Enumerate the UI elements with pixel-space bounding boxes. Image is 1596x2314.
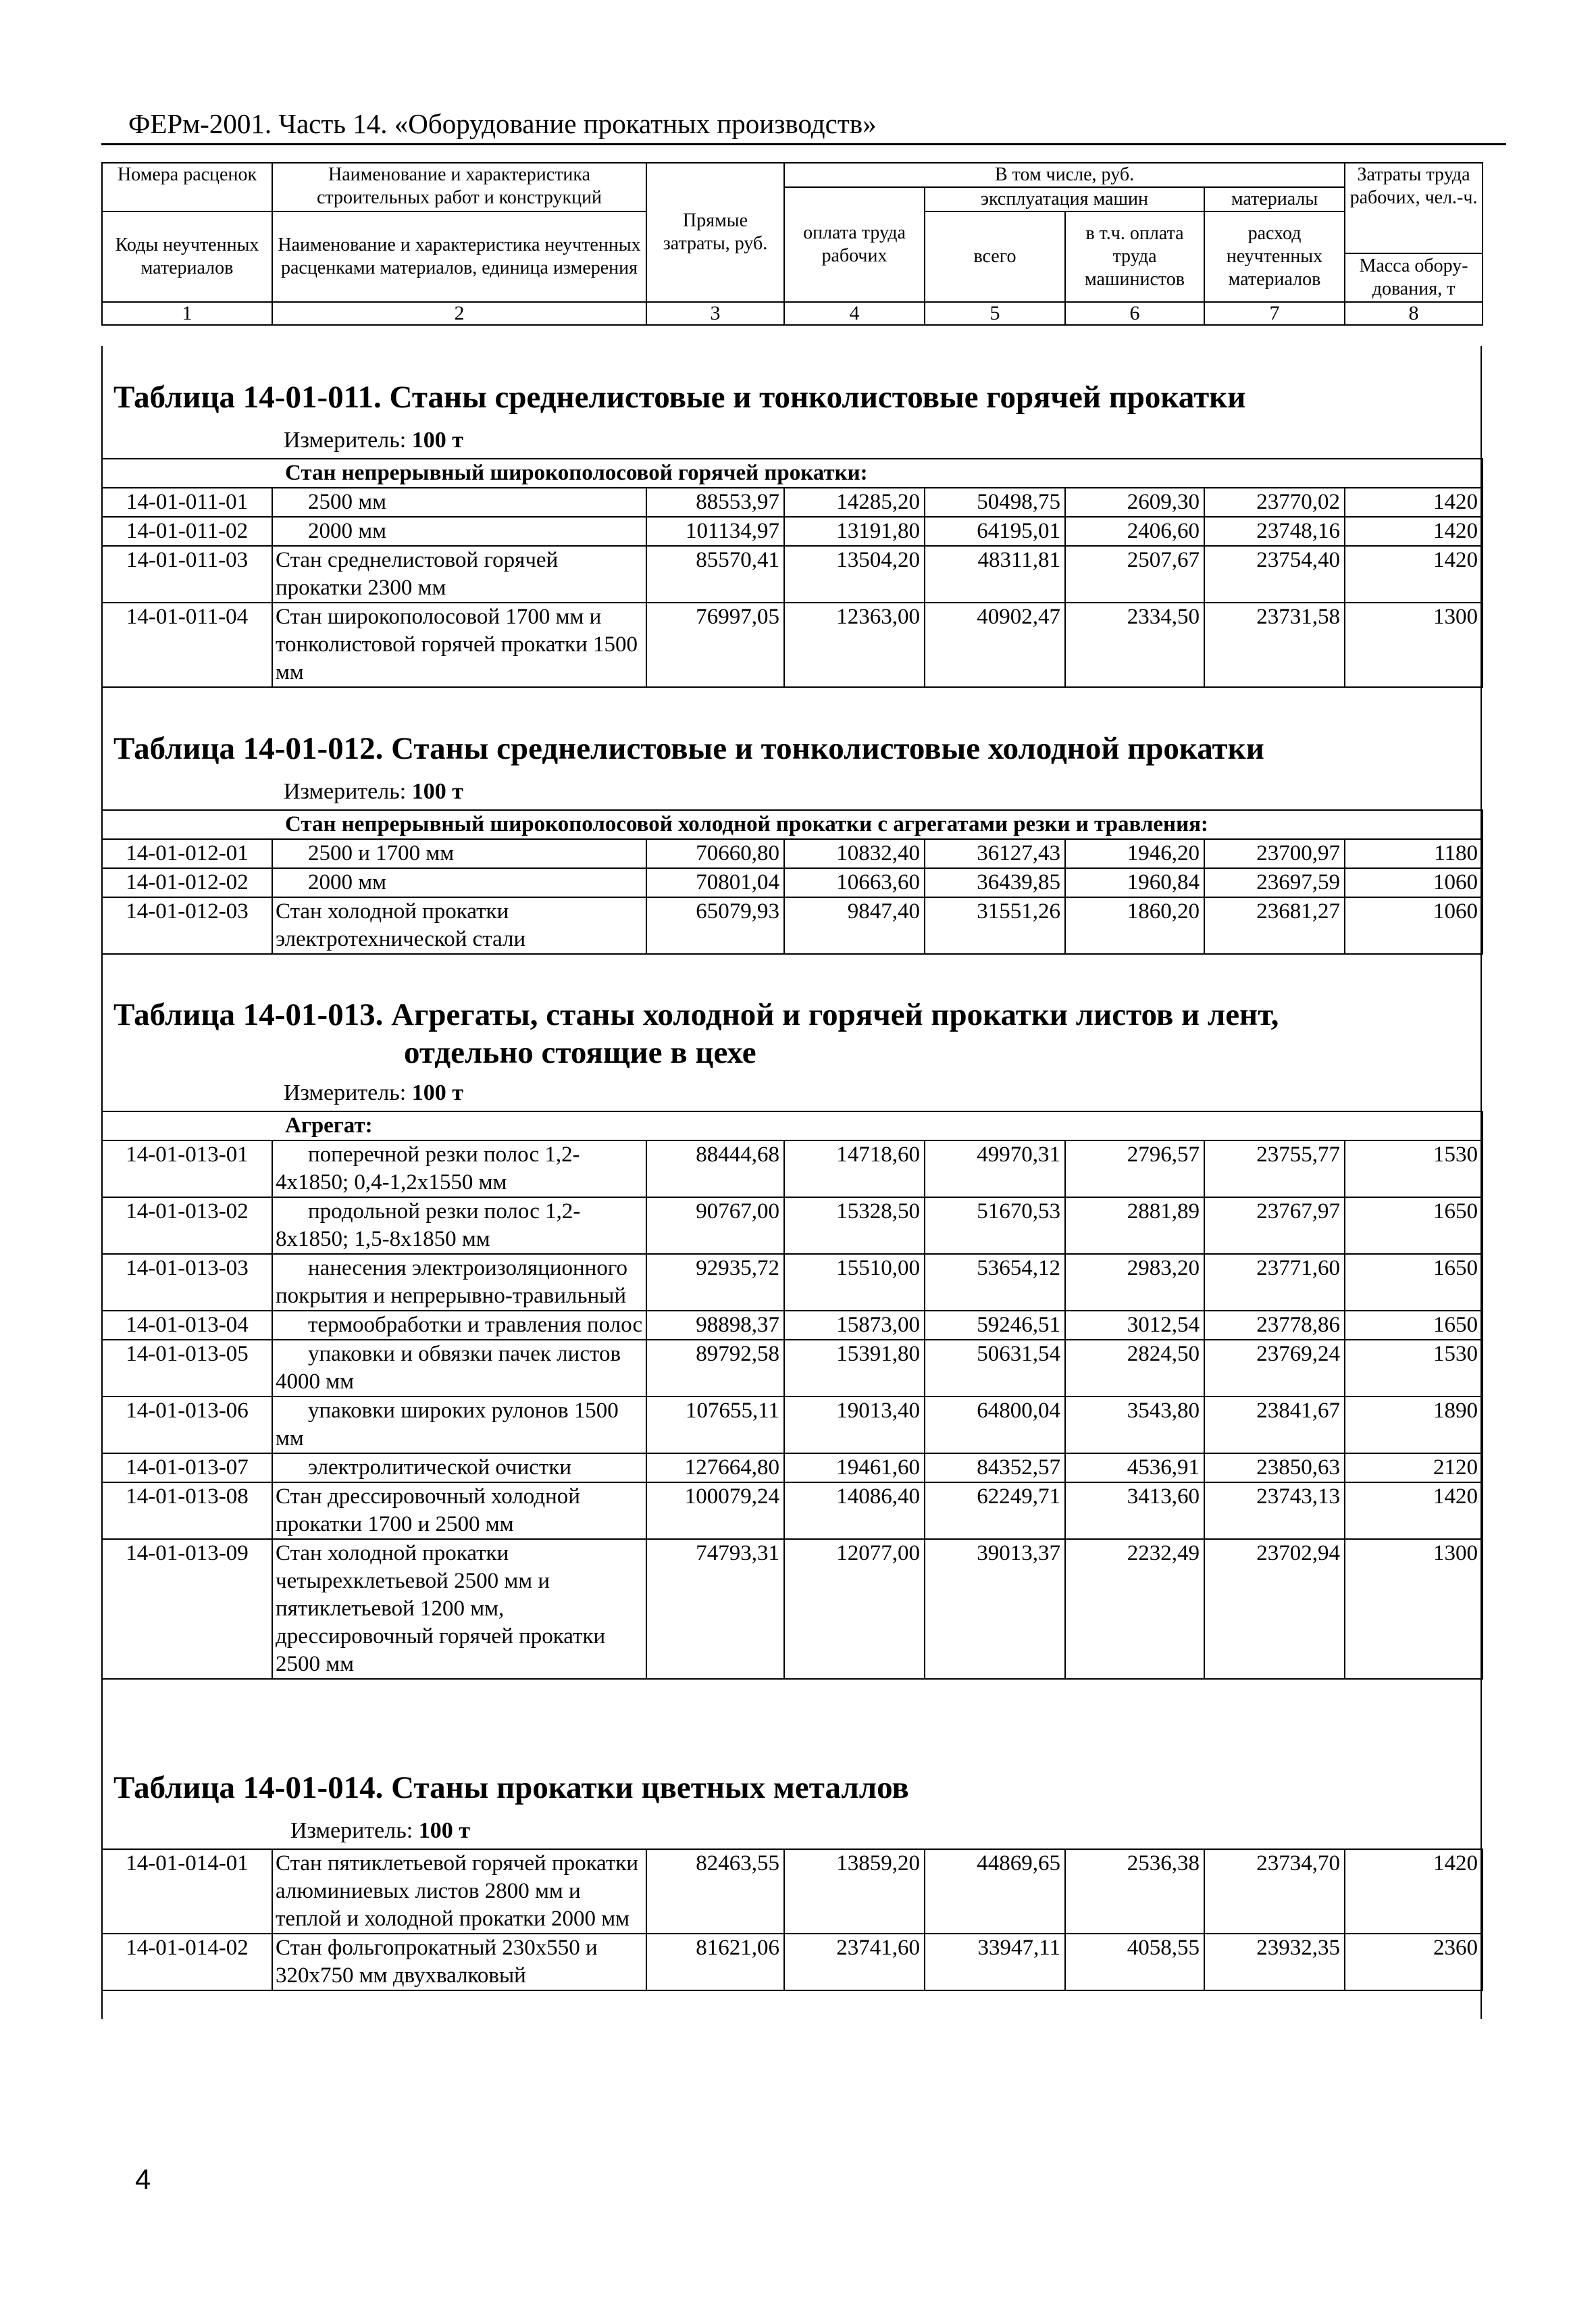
labor-hours-cell: 1650 [1345,1197,1483,1254]
table-row [102,517,1483,546]
work-name-cell: 2500 мм [272,488,646,517]
table-row [102,1254,1483,1311]
header-rule [101,143,1506,145]
operator-cost-cell: 1946,20 [1065,839,1204,868]
labor-cost-cell: 15328,50 [784,1197,925,1254]
material-cost-cell: 23771,60 [1204,1254,1345,1311]
work-name-cell: Стан холодной прокатки электротехнической стали [272,897,646,954]
labor-cost-cell: 12363,00 [784,603,925,687]
work-name-cell: продольной резки полос 1,2-8х1850; 1,5-8х1850 мм [272,1197,646,1254]
machine-cost-cell: 53654,12 [925,1254,1065,1311]
direct-cost-cell: 65079,93 [646,897,784,954]
material-cost-cell: 23932,35 [1204,1934,1345,1990]
material-cost-cell: 23697,59 [1204,868,1345,897]
work-name-cell: поперечной резки полос 1,2-4х1850; 0,4-1,2х1550 мм [272,1140,646,1197]
group-heading: Стан непрерывный широкополосовой холодной прокатки с агрегатами резки и травления: [102,810,1483,839]
labor-hours-cell: 1420 [1345,1482,1483,1539]
group-row [102,1111,1483,1140]
work-name-cell: Стан пятиклетьевой горячей прокатки алюминиевых листов 2800 мм и теплой и холодной прокатки 2000 мм [272,1849,646,1934]
material-cost-cell: 23850,63 [1204,1453,1345,1482]
operator-cost-cell: 1960,84 [1065,868,1204,897]
table-title: Таблица 14-01-014. Станы прокатки цветных металлов [113,1770,909,1805]
machine-cost-cell: 48311,81 [925,546,1065,603]
machine-cost-cell: 36439,85 [925,868,1065,897]
rate-code-cell: 14-01-011-02 [102,517,272,546]
col-mass-header: Масса обору-дования, т [1345,253,1483,302]
material-cost-cell: 23681,27 [1204,897,1345,954]
table-title: Таблица 14-01-012. Станы среднелистовые и тонколистовые холодной прокатки [113,731,1264,766]
rate-table-012 [101,809,1483,955]
rate-table-011 [101,458,1483,688]
rate-code-cell: 14-01-013-06 [102,1397,272,1453]
col-material-use-header: расход неучтенных материалов [1204,211,1345,302]
material-cost-cell: 23755,77 [1204,1140,1345,1197]
labor-hours-cell: 2360 [1345,1934,1483,1990]
direct-cost-cell: 88553,97 [646,488,784,517]
operator-cost-cell: 4536,91 [1065,1453,1204,1482]
unit-value: 100 т [418,1818,470,1843]
unit-line [284,1080,463,1107]
labor-cost-cell: 15873,00 [784,1311,925,1340]
rate-code-cell: 14-01-013-04 [102,1311,272,1340]
group-row [102,459,1483,488]
operator-cost-cell: 2983,20 [1065,1254,1204,1311]
group-heading: Стан непрерывный широкополосовой горячей прокатки: [102,459,1483,488]
labor-cost-cell: 15391,80 [784,1340,925,1397]
group-heading: Агрегат: [102,1111,1483,1140]
table-row [102,1849,1483,1934]
labor-hours-cell: 1420 [1345,517,1483,546]
material-cost-cell: 23778,86 [1204,1311,1345,1340]
rate-code-cell: 14-01-013-09 [102,1539,272,1679]
labor-hours-cell: 1300 [1345,1539,1483,1679]
unit-line [284,427,463,454]
col-hours-header: Затраты труда рабочих, чел.-ч. [1345,163,1483,253]
col-materials-header: материалы [1204,187,1345,211]
machine-cost-cell: 44869,65 [925,1849,1065,1934]
labor-cost-cell: 10663,60 [784,868,925,897]
operator-cost-cell: 1860,20 [1065,897,1204,954]
direct-cost-cell: 98898,37 [646,1311,784,1340]
table-title: Таблица 14-01-013. Агрегаты, станы холодной и горячей прокатки листов и лент, [113,997,1279,1032]
labor-cost-cell: 10832,40 [784,839,925,868]
col-labor-header: оплата труда рабочих [784,187,925,302]
unit-label: Измеритель: [284,779,407,804]
operator-cost-cell: 3012,54 [1065,1311,1204,1340]
labor-cost-cell: 12077,00 [784,1539,925,1679]
col-number: 6 [1065,302,1204,325]
col-machines-total-header: всего [925,211,1065,302]
rate-code-cell: 14-01-013-03 [102,1254,272,1311]
direct-cost-cell: 92935,72 [646,1254,784,1311]
machine-cost-cell: 33947,11 [925,1934,1065,1990]
operator-cost-cell: 4058,55 [1065,1934,1204,1990]
table-row [102,1340,1483,1397]
col-number: 5 [925,302,1065,325]
work-name-cell: Стан широкополосовой 1700 мм и тонколистовой горячей прокатки 1500 мм [272,603,646,687]
machine-cost-cell: 36127,43 [925,839,1065,868]
operator-cost-cell: 2536,38 [1065,1849,1204,1934]
table-row [102,1482,1483,1539]
machine-cost-cell: 51670,53 [925,1197,1065,1254]
col-direct-header: Прямые затраты, руб. [646,163,784,302]
unit-line [284,778,463,805]
table-row [102,1397,1483,1453]
group-row [102,810,1483,839]
table-row [102,1311,1483,1340]
direct-cost-cell: 85570,41 [646,546,784,603]
col-name-subheader: Наименование и характеристика неучтенных расценками материалов, единица измерения [272,211,646,302]
direct-cost-cell: 89792,58 [646,1340,784,1397]
col-number: 8 [1345,302,1483,325]
table-title: Таблица 14-01-011. Станы среднелистовые и тонколистовые горячей прокатки [113,380,1246,415]
direct-cost-cell: 70660,80 [646,839,784,868]
machine-cost-cell: 59246,51 [925,1311,1065,1340]
labor-hours-cell: 2120 [1345,1453,1483,1482]
direct-cost-cell: 70801,04 [646,868,784,897]
labor-cost-cell: 13859,20 [784,1849,925,1934]
direct-cost-cell: 76997,05 [646,603,784,687]
unit-value: 100 т [411,779,463,804]
labor-cost-cell: 13504,20 [784,546,925,603]
labor-cost-cell: 19461,60 [784,1453,925,1482]
rate-code-cell: 14-01-013-02 [102,1197,272,1254]
rate-code-cell: 14-01-013-08 [102,1482,272,1539]
labor-cost-cell: 19013,40 [784,1397,925,1453]
work-name-cell: Стан среднелистовой горячей прокатки 2300 мм [272,546,646,603]
table-row [102,1197,1483,1254]
table-row [102,897,1483,954]
labor-cost-cell: 23741,60 [784,1934,925,1990]
col-number: 2 [272,302,646,325]
labor-cost-cell: 9847,40 [784,897,925,954]
direct-cost-cell: 90767,00 [646,1197,784,1254]
table-row [102,546,1483,603]
machine-cost-cell: 62249,71 [925,1482,1065,1539]
rate-code-cell: 14-01-014-01 [102,1849,272,1934]
rate-code-cell: 14-01-012-02 [102,868,272,897]
machine-cost-cell: 84352,57 [925,1453,1065,1482]
table-row [102,1539,1483,1679]
direct-cost-cell: 82463,55 [646,1849,784,1934]
machine-cost-cell: 31551,26 [925,897,1065,954]
rate-code-cell: 14-01-013-05 [102,1340,272,1397]
table-row [102,603,1483,687]
work-name-cell: упаковки широких рулонов 1500 мм [272,1397,646,1453]
direct-cost-cell: 101134,97 [646,517,784,546]
labor-hours-cell: 1060 [1345,868,1483,897]
labor-hours-cell: 1530 [1345,1140,1483,1197]
page-number: 4 [135,2163,151,2195]
table-row [102,839,1483,868]
operator-cost-cell: 2507,67 [1065,546,1204,603]
machine-cost-cell: 39013,37 [925,1539,1065,1679]
work-name-cell: Стан холодной прокатки четырехклетьевой 2500 мм и пятиклетьевой 1200 мм, дрессировочный горячей прокатки 2500 мм [272,1539,646,1679]
col-name-header: Наименование и характеристика строительных работ и конструкций [272,163,646,211]
operator-cost-cell: 2796,57 [1065,1140,1204,1197]
table-row [102,868,1483,897]
operator-cost-cell: 2334,50 [1065,603,1204,687]
material-cost-cell: 23734,70 [1204,1849,1345,1934]
operator-cost-cell: 3413,60 [1065,1482,1204,1539]
labor-hours-cell: 1530 [1345,1340,1483,1397]
unit-value: 100 т [411,428,463,453]
material-cost-cell: 23769,24 [1204,1340,1345,1397]
work-name-cell: нанесения электроизоляционного покрытия и непрерывно-травильный [272,1254,646,1311]
unit-value: 100 т [411,1080,463,1105]
page-header: ФЕРм-2001. Часть 14. «Оборудование прокатных производств» [128,108,877,139]
machine-cost-cell: 40902,47 [925,603,1065,687]
labor-hours-cell: 1420 [1345,1849,1483,1934]
rate-code-cell: 14-01-012-01 [102,839,272,868]
material-cost-cell: 23754,40 [1204,546,1345,603]
labor-cost-cell: 14718,60 [784,1140,925,1197]
table-row [102,1453,1483,1482]
operator-cost-cell: 2881,89 [1065,1197,1204,1254]
labor-hours-cell: 1890 [1345,1397,1483,1453]
material-cost-cell: 23748,16 [1204,517,1345,546]
unit-line [290,1817,470,1844]
material-cost-cell: 23700,97 [1204,839,1345,868]
work-name-cell: термообработки и травления полос [272,1311,646,1340]
rate-code-cell: 14-01-013-07 [102,1453,272,1482]
material-cost-cell: 23770,02 [1204,488,1345,517]
machine-cost-cell: 64195,01 [925,517,1065,546]
labor-hours-cell: 1300 [1345,603,1483,687]
table-row [102,1140,1483,1197]
table-row [102,1934,1483,1990]
work-name-cell: Стан фольгопрокатный 230х550 и 320х750 мм двухвалковый [272,1934,646,1990]
material-cost-cell: 23841,67 [1204,1397,1345,1453]
rate-code-cell: 14-01-011-01 [102,488,272,517]
unit-label: Измеритель: [284,1080,407,1105]
direct-cost-cell: 127664,80 [646,1453,784,1482]
material-cost-cell: 23743,13 [1204,1482,1345,1539]
machine-cost-cell: 49970,31 [925,1140,1065,1197]
machine-cost-cell: 64800,04 [925,1397,1065,1453]
material-cost-cell: 23702,94 [1204,1539,1345,1679]
unit-label: Измеритель: [284,428,407,453]
col-operators-header: в т.ч. оплата труда машинистов [1065,211,1204,302]
work-name-cell: электролитической очистки [272,1453,646,1482]
machine-cost-cell: 50631,54 [925,1340,1065,1397]
rate-code-cell: 14-01-011-03 [102,546,272,603]
col-number: 3 [646,302,784,325]
direct-cost-cell: 74793,31 [646,1539,784,1679]
labor-hours-cell: 1420 [1345,488,1483,517]
labor-hours-cell: 1650 [1345,1254,1483,1311]
operator-cost-cell: 2232,49 [1065,1539,1204,1679]
col-number: 7 [1204,302,1345,325]
rate-code-cell: 14-01-012-03 [102,897,272,954]
rate-code-cell: 14-01-013-01 [102,1140,272,1197]
col-number: 1 [102,302,272,325]
operator-cost-cell: 3543,80 [1065,1397,1204,1453]
table-row [102,488,1483,517]
labor-hours-cell: 1650 [1345,1311,1483,1340]
col-codes-header: Номера расценок [102,163,272,211]
rate-code-cell: 14-01-014-02 [102,1934,272,1990]
direct-cost-cell: 88444,68 [646,1140,784,1197]
operator-cost-cell: 2609,30 [1065,488,1204,517]
labor-cost-cell: 13191,80 [784,517,925,546]
work-name-cell: 2000 мм [272,868,646,897]
machine-cost-cell: 50498,75 [925,488,1065,517]
col-incl-header: В том числе, руб. [784,163,1345,187]
direct-cost-cell: 81621,06 [646,1934,784,1990]
column-header-table [101,162,1483,326]
labor-hours-cell: 1420 [1345,546,1483,603]
work-name-cell: Стан дрессировочный холодной прокатки 1700 и 2500 мм [272,1482,646,1539]
work-name-cell: 2500 и 1700 мм [272,839,646,868]
labor-cost-cell: 15510,00 [784,1254,925,1311]
table-title-continued: отдельно стоящие в цехе [404,1035,756,1070]
material-cost-cell: 23731,58 [1204,603,1345,687]
material-cost-cell: 23767,97 [1204,1197,1345,1254]
operator-cost-cell: 2406,60 [1065,517,1204,546]
labor-cost-cell: 14285,20 [784,488,925,517]
operator-cost-cell: 2824,50 [1065,1340,1204,1397]
direct-cost-cell: 107655,11 [646,1397,784,1453]
labor-hours-cell: 1180 [1345,839,1483,868]
work-name-cell: 2000 мм [272,517,646,546]
direct-cost-cell: 100079,24 [646,1482,784,1539]
rate-code-cell: 14-01-011-04 [102,603,272,687]
col-codes-subheader: Коды неучтенных материалов [102,211,272,302]
rate-table-014 [101,1848,1483,1991]
work-name-cell: упаковки и обвязки пачек листов 4000 мм [272,1340,646,1397]
labor-cost-cell: 14086,40 [784,1482,925,1539]
labor-hours-cell: 1060 [1345,897,1483,954]
col-machines-header: эксплуатация машин [925,187,1204,211]
unit-label: Измеритель: [290,1818,413,1843]
rate-table-013 [101,1111,1483,1680]
col-number: 4 [784,302,925,325]
